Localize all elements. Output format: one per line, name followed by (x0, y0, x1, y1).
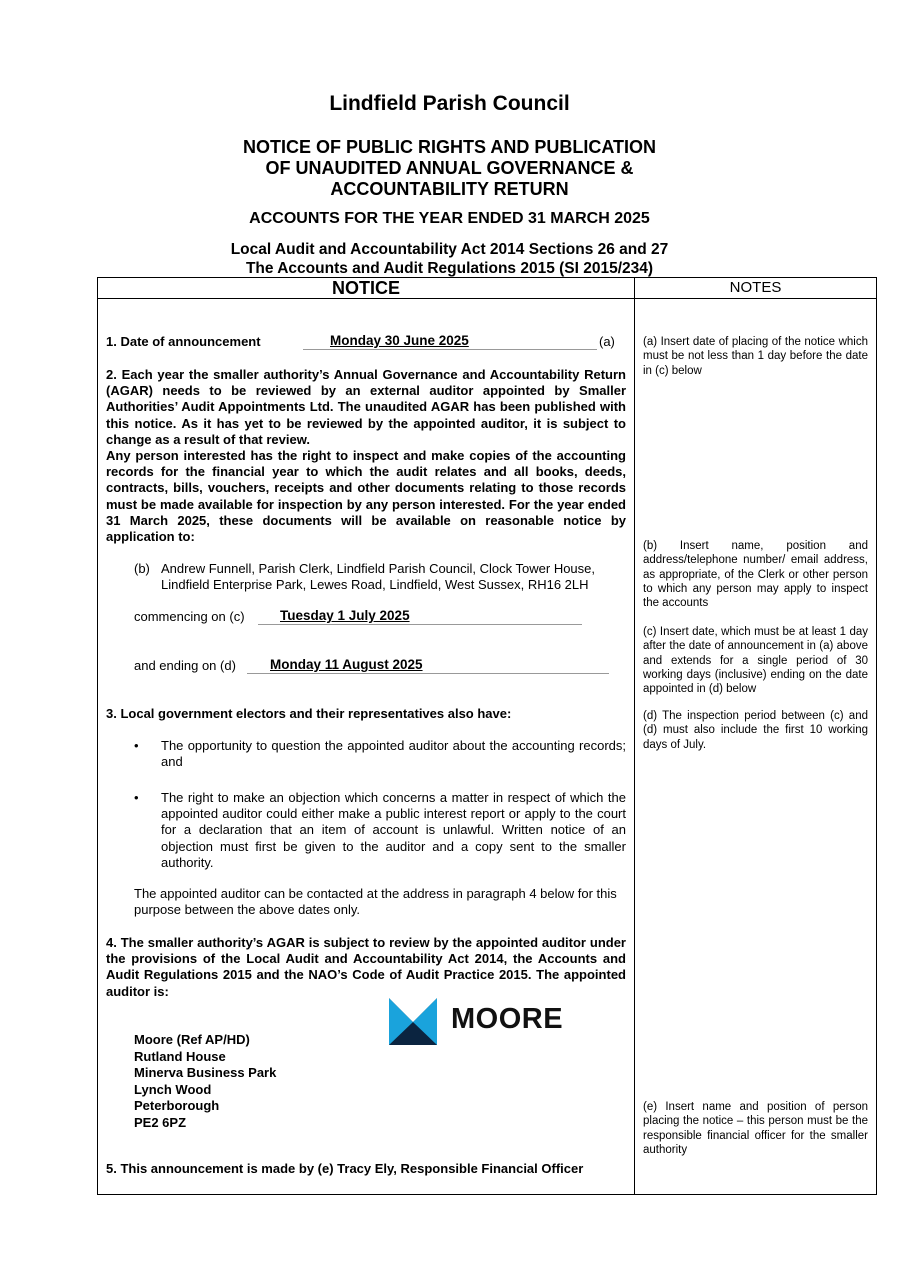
address-line: Peterborough (134, 1098, 220, 1113)
note-d: (d) The inspection period between (c) and (d) must also include the first 10 working days of July. (643, 710, 868, 751)
bullet-icon: • (134, 790, 139, 805)
note-c: (c) Insert date, which must be at least 1 day after the date of announcement in (a) above and extends for a single period of 30 working days (inclusive) ending on the date appointed in (d) below (643, 626, 868, 696)
ending-line (247, 673, 609, 674)
marker-b: (b) (134, 561, 150, 576)
clerk-address-line-1: Andrew Funnell, Parish Clerk, Lindfield Parish Council, Clock Tower House, (161, 561, 596, 576)
address-line: Minerva Business Park (134, 1065, 277, 1080)
ending-label: and ending on (d) (134, 658, 236, 673)
address-line: Moore (Ref AP/HD) (134, 1032, 250, 1047)
announcement-label: 1. Date of announcement (106, 334, 261, 349)
act-line: The Accounts and Audit Regulations 2015 (SI 2015/234) (245, 260, 654, 277)
legislation (0, 240, 899, 278)
auditor-address (134, 1032, 276, 1131)
auditor-contact: The appointed auditor can be contacted at the address in paragraph 4 below for this purpose between the above dates only. (134, 886, 617, 918)
paragraph-4: 4. The smaller authority’s AGAR is subject to review by the appointed auditor under the provisions of the Local Audit and Accountability Act 2014, the Accounts and Audit Regulations 2015 and the NAO’s Code of Audit Practice 2015. The appointed auditor is: (106, 935, 626, 999)
notice-title (0, 137, 899, 200)
clerk-address-line-2: Lindfield Enterprise Park, Lewes Road, Lindfield, West Sussex, RH16 2LH (161, 577, 589, 592)
column-divider (634, 277, 635, 1195)
paragraph-2-text: 2. Each year the smaller authority’s Annual Governance and Accountability Return (AGAR) needs to be reviewed by an external auditor appointed by Smaller Authorities’ Audit Appointments Ltd. The unaudited AGAR has been published with this notice. As it has yet to be reviewed by the appointed auditor, it is subject to change as a result of that review. (106, 367, 626, 447)
title-line: ACCOUNTABILITY RETURN (330, 179, 569, 199)
announcement-date: Monday 30 June 2025 (330, 333, 469, 348)
bullet-question: The opportunity to question the appointed auditor about the accounting records; and (161, 738, 626, 770)
note-e: (e) Insert name and position of person placing the notice – this person must be the responsible financial officer for the smaller authority (643, 1101, 868, 1156)
address-line: Lynch Wood (134, 1081, 212, 1097)
paragraph-3: 3. Local government electors and their representatives also have: (106, 706, 512, 721)
announcement-line (303, 349, 597, 350)
paragraph-2-rights: Any person interested has the right to inspect and make copies of the accounting records for the financial year to which the audit relates and all books, deeds, contracts, bills, vouchers, receipts and other documents relating to those records must be made available for inspection by any person interested. For the year ended 31 March 2025, these documents will be available on reasonable notice by application to: (106, 448, 626, 545)
bullet-icon: • (134, 738, 139, 753)
note-a: (a) Insert date of placing of the notice which must be not less than 1 day before the date in (c) below (643, 336, 868, 377)
title-line: NOTICE OF PUBLIC RIGHTS AND PUBLICATION (243, 137, 656, 157)
ending-date: Monday 11 August 2025 (270, 657, 423, 672)
accounts-year: ACCOUNTS FOR THE YEAR ENDED 31 MARCH 2025 (249, 210, 650, 227)
notice-column-header: NOTICE (331, 278, 400, 298)
council-name: Lindfield Parish Council (329, 92, 570, 115)
paragraph-5: 5. This announcement is made by (e) Tracy Ely, Responsible Financial Officer (106, 1161, 584, 1176)
address-line: PE2 6PZ (134, 1114, 187, 1130)
commencing-line (258, 624, 582, 625)
act-line: Local Audit and Accountability Act 2014 Sections 26 and 27 (230, 241, 669, 258)
title-line: OF UNAUDITED ANNUAL GOVERNANCE & (265, 158, 634, 178)
note-b: (b) Insert name, position and address/telephone number/ email address, as appropriate, of the Clerk or other person to which any person may apply to inspect the accounts (643, 540, 868, 610)
marker-a: (a) (599, 334, 615, 349)
commencing-label: commencing on (c) (134, 609, 245, 624)
commencing-date: Tuesday 1 July 2025 (280, 608, 410, 623)
bullet-objection: The right to make an objection which concerns a matter in respect of which the appointed auditor could either make a public interest report or apply to the court for a declaration that an item of account is unlawful. Written notice of an objection must first be given to the auditor and a copy sent to the smaller authority. (161, 790, 626, 870)
moore-logo-text: MOORE (451, 1003, 564, 1035)
paragraph-2 (106, 367, 626, 545)
address-line: Rutland House (134, 1048, 226, 1064)
moore-logo-icon (389, 998, 437, 1045)
notes-column-header: NOTES (729, 279, 782, 296)
